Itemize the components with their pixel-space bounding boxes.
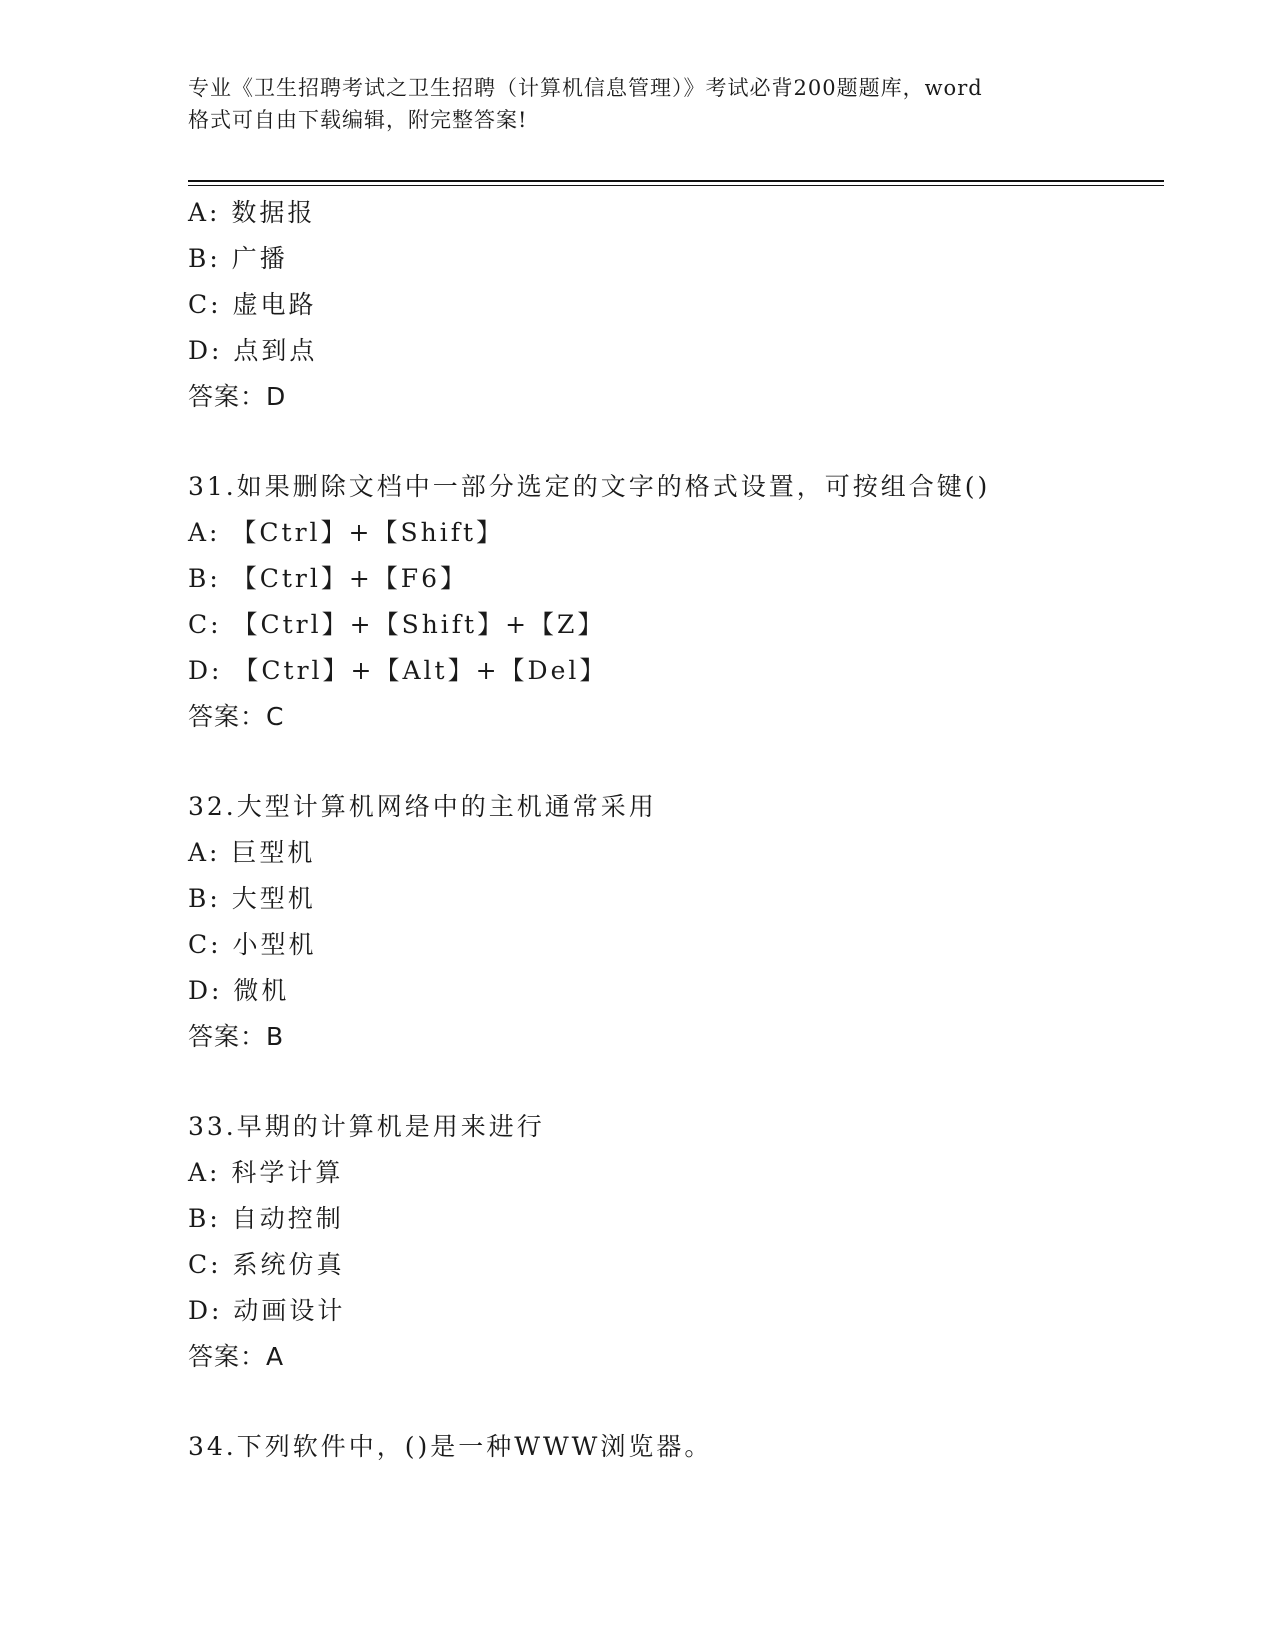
option-d: D: 动画设计 (188, 1296, 346, 1325)
option-c: C: 系统仿真 (188, 1250, 345, 1279)
option-c: C: 虚电路 (188, 290, 317, 319)
question-text: 32.大型计算机网络中的主机通常采用 (188, 792, 657, 821)
option-a: A: 数据报 (188, 198, 316, 227)
answer: 答案：C (188, 702, 285, 731)
spacer (188, 420, 1164, 464)
header-line-1: 专业《卫生招聘考试之卫生招聘（计算机信息管理）》考试必背200题题库，word (188, 76, 983, 100)
option-a: A: 【Ctrl】+【Shift】 (188, 518, 505, 547)
header-divider-thin (188, 185, 1164, 186)
option-b: B: 自动控制 (188, 1204, 344, 1233)
answer: 答案：A (188, 1342, 285, 1371)
option-b: B: 大型机 (188, 884, 316, 913)
spacer (188, 1380, 1164, 1424)
option-c: C: 【Ctrl】+【Shift】+【Z】 (188, 610, 606, 639)
question-text: 33.早期的计算机是用来进行 (188, 1112, 545, 1141)
question-34-block (188, 1424, 1164, 1470)
option-c: C: 小型机 (188, 930, 317, 959)
option-d: D: 点到点 (188, 336, 318, 365)
option-d: D: 微机 (188, 976, 290, 1005)
question-31-block (188, 464, 1164, 740)
answer: 答案：B (188, 1022, 285, 1051)
option-a: A: 科学计算 (188, 1158, 344, 1187)
option-a: A: 巨型机 (188, 838, 316, 867)
question-33-block (188, 1104, 1164, 1380)
question-list (188, 190, 1164, 1470)
header-divider-thick (188, 180, 1164, 182)
spacer (188, 1060, 1164, 1104)
option-d: D: 【Ctrl】+【Alt】+【Del】 (188, 656, 608, 685)
header-line-2: 格式可自由下载编辑，附完整答案! (188, 108, 528, 132)
document-header (188, 72, 1088, 136)
option-b: B: 广播 (188, 244, 288, 273)
question-text: 34.下列软件中，()是一种WWW浏览器。 (188, 1432, 713, 1461)
option-b: B: 【Ctrl】+【F6】 (188, 564, 469, 593)
spacer (188, 740, 1164, 784)
question-text: 31.如果删除文档中一部分选定的文字的格式设置，可按组合键() (188, 472, 991, 501)
question-30-block (188, 190, 1164, 420)
question-32-block (188, 784, 1164, 1060)
answer: 答案：D (188, 382, 287, 411)
